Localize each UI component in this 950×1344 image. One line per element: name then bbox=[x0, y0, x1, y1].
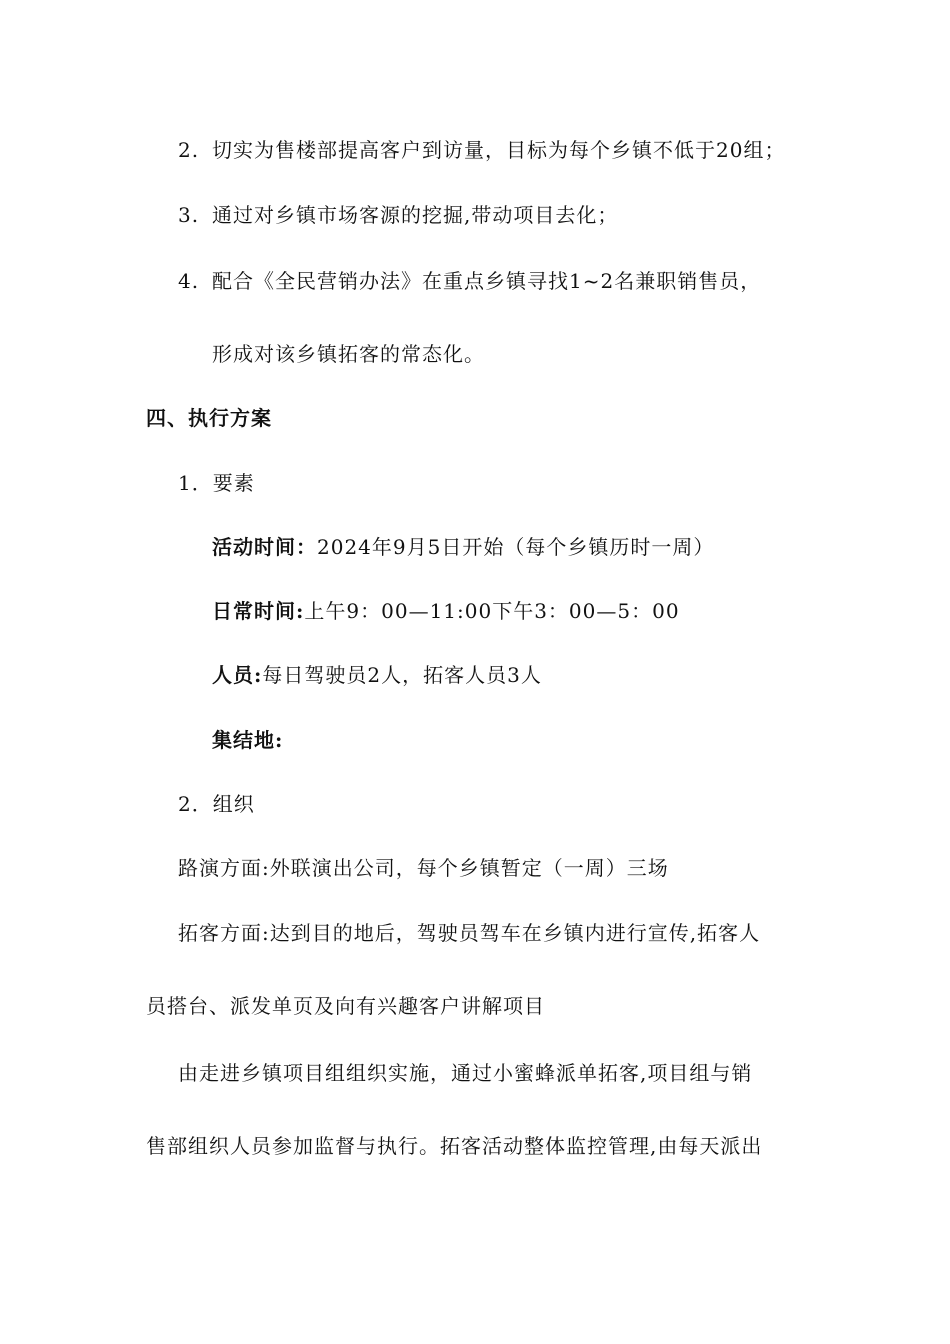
objective-text: 配合《全民营销办法》在重点乡镇寻找1~2名兼职销售员， bbox=[212, 269, 762, 293]
objective-item-4-continuation: 形成对该乡镇拓客的常态化。 bbox=[212, 342, 485, 366]
outreach-paragraph-line1: 拓客方面:达到目的地后，驾驶员驾车在乡镇内进行宣传,拓客人 bbox=[178, 921, 761, 945]
objective-item-2 bbox=[178, 136, 785, 164]
implementation-paragraph-line2: 售部组织人员参加监督与执行。拓客活动整体监控管理,由每天派出 bbox=[146, 1134, 763, 1158]
organization-heading: 2．组织 bbox=[178, 792, 255, 816]
implementation-paragraph-line1: 由走进乡镇项目组组织实施，通过小蜜蜂派单拓客,项目组与销 bbox=[178, 1061, 753, 1085]
objective-number: 2. bbox=[178, 138, 200, 162]
objective-number: 4. bbox=[178, 269, 200, 293]
activity-time-value: 2024年9月5日开始（每个乡镇历时一周） bbox=[317, 535, 715, 559]
staff-line bbox=[212, 661, 542, 689]
objective-text: 切实为售楼部提高客户到访量，目标为每个乡镇不低于20组； bbox=[212, 138, 786, 162]
activity-time-label: 活动时间： bbox=[212, 535, 317, 559]
daily-time-label: 日常时间: bbox=[212, 599, 305, 623]
daily-time-value: 上午9：00—11:00下午3：00—5：00 bbox=[304, 599, 680, 623]
outreach-paragraph-line2: 员搭台、派发单页及向有兴趣客户讲解项目 bbox=[146, 994, 545, 1018]
section-heading: 四、执行方案 bbox=[146, 406, 272, 430]
staff-label: 人员: bbox=[212, 663, 263, 687]
objective-number: 3. bbox=[178, 203, 200, 227]
roadshow-paragraph: 路演方面:外联演出公司，每个乡镇暂定（一周）三场 bbox=[178, 856, 669, 880]
objective-item-4 bbox=[178, 267, 761, 295]
staff-value: 每日驾驶员2人，拓客人员3人 bbox=[262, 663, 542, 687]
activity-time-line bbox=[212, 533, 714, 561]
objective-item-3 bbox=[178, 201, 618, 229]
objective-text: 通过对乡镇市场客源的挖掘,带动项目去化； bbox=[212, 203, 619, 227]
elements-heading: 1．要素 bbox=[178, 471, 255, 495]
daily-time-line bbox=[212, 597, 680, 625]
assembly-point-label: 集结地: bbox=[212, 728, 284, 752]
